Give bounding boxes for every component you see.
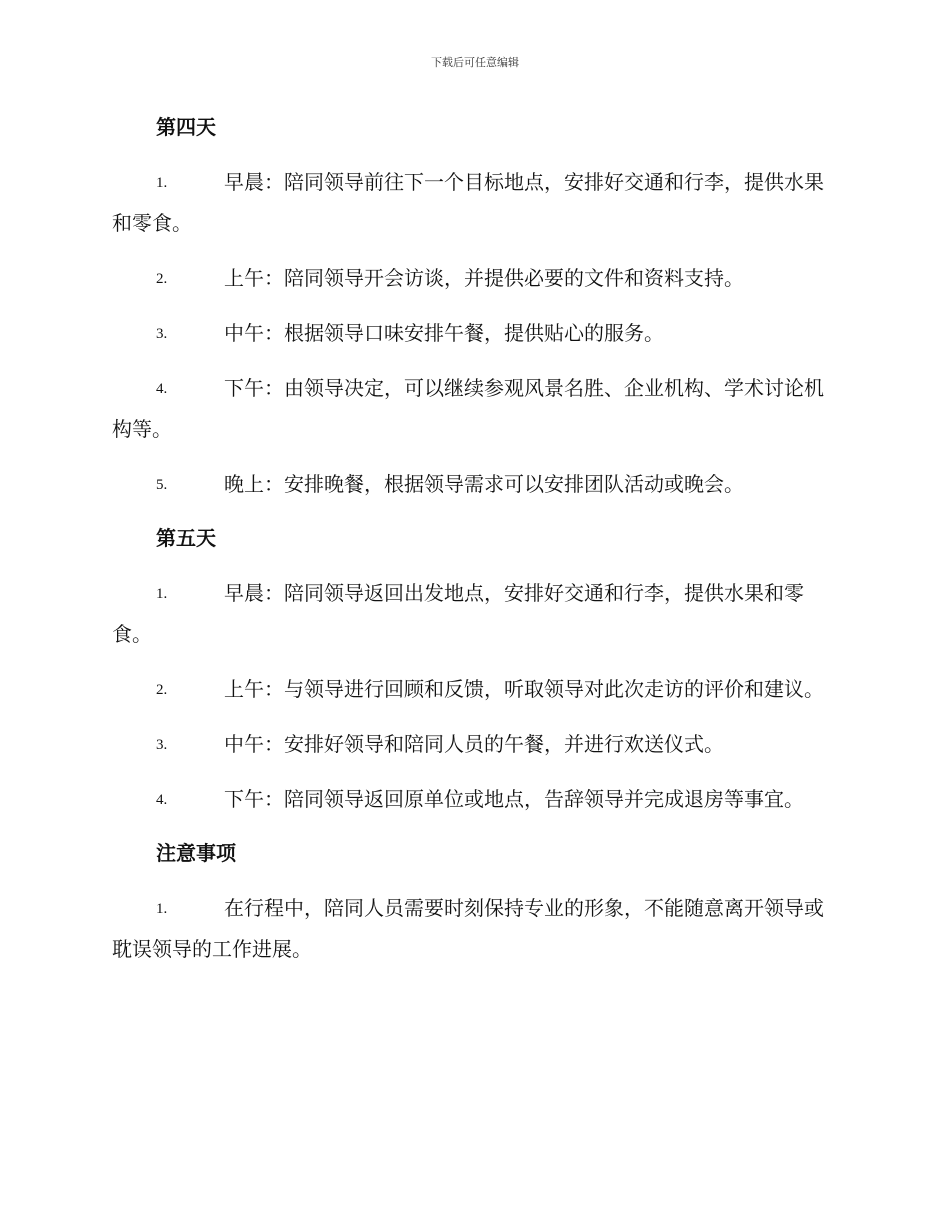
list-item-text: 下午：由领导决定，可以继续参观风景名胜、企业机构、学术讨论机构等。 (112, 376, 824, 441)
list-item-number: 2. (156, 271, 168, 287)
list-item (112, 464, 834, 505)
list-item-text: 在行程中，陪同人员需要时刻保持专业的形象，不能随意离开领导或耽误领导的工作进展。 (112, 896, 824, 961)
list-item-text: 早晨：陪同领导返回出发地点，安排好交通和行李，提供水果和零食。 (112, 581, 804, 646)
list-item-text: 上午：与领导进行回顾和反馈，听取领导对此次走访的评价和建议。 (224, 677, 824, 701)
list-item (112, 162, 834, 244)
list-item-number: 1. (156, 586, 168, 602)
list-item-text: 上午：陪同领导开会访谈，并提供必要的文件和资料支持。 (224, 266, 744, 290)
page-header-note: 下载后可任意编辑 (431, 56, 519, 69)
section-heading-day5: 第五天 (156, 526, 216, 550)
section-heading-notes: 注意事项 (156, 841, 236, 865)
document-body (112, 108, 834, 970)
list-item-number: 4. (156, 792, 168, 808)
section-heading-day4: 第四天 (156, 115, 216, 139)
list-item-number: 4. (156, 381, 168, 397)
list-item-text: 晚上：安排晚餐，根据领导需求可以安排团队活动或晚会。 (224, 472, 744, 496)
list-item-number: 1. (156, 901, 168, 917)
list-item (112, 888, 834, 970)
list-item-text: 中午：安排好领导和陪同人员的午餐，并进行欢送仪式。 (224, 732, 724, 756)
list-item (112, 313, 834, 354)
list-item-number: 3. (156, 326, 168, 342)
list-item (112, 669, 834, 710)
list-item-number: 1. (156, 175, 168, 191)
list-item-number: 2. (156, 682, 168, 698)
list-item (112, 258, 834, 299)
list-item (112, 779, 834, 820)
list-item-number: 5. (156, 477, 168, 493)
list-item (112, 724, 834, 765)
list-item-text: 中午：根据领导口味安排午餐，提供贴心的服务。 (224, 321, 664, 345)
list-item (112, 573, 834, 655)
list-item-text: 下午：陪同领导返回原单位或地点，告辞领导并完成退房等事宜。 (224, 787, 804, 811)
list-item-number: 3. (156, 737, 168, 753)
list-item-text: 早晨：陪同领导前往下一个目标地点，安排好交通和行李，提供水果和零食。 (112, 170, 824, 235)
list-item (112, 368, 834, 450)
